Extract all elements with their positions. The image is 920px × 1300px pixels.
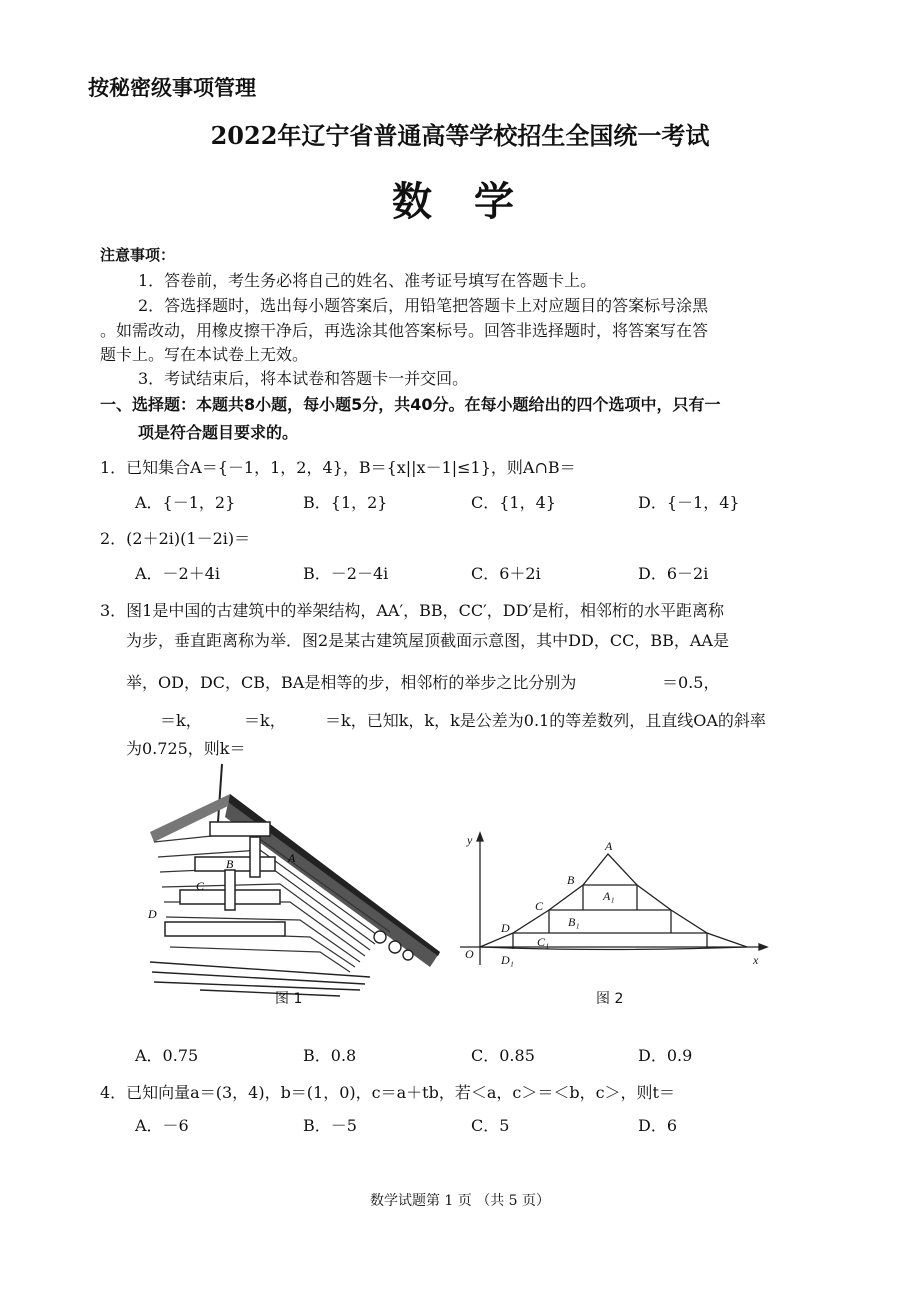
question-3-eq-1: ＝k， — [160, 711, 202, 730]
question-4-option-a: A．－6 — [135, 1116, 189, 1135]
figure-1-label-d: D — [148, 907, 157, 921]
question-3-line-1: 3．图1是中国的古建筑中的举架结构，AA′，BB，CC′，DD′是桁，相邻桁的水平距离称 — [100, 601, 725, 620]
question-3-option-d: D．0.9 — [638, 1046, 693, 1065]
question-3-eq-3: ＝k，已知k，k，k是公差为0.1的等差数列，且直线OA的斜率 — [325, 711, 766, 730]
figure-2-label-a: A — [605, 839, 613, 853]
figure-2-label-a1: A₁ — [603, 889, 615, 903]
figure-2-label-c1: C₁ — [537, 935, 550, 949]
notice-item-2-line-3: 题卡上。写在本试卷上无效。 — [100, 345, 309, 364]
figure-1-label-b: B — [226, 857, 234, 871]
notice-item-2-line-2: 。如需改动，用橡皮擦干净后，再选涂其他答案标号。回答非选择题时，将答案写在答 — [100, 321, 709, 340]
question-2-option-a: A．－2＋4i — [135, 564, 221, 583]
exam-title: 2022年辽宁省普通高等学校招生全国统一考试 — [210, 121, 710, 150]
figure-2-diagram — [455, 830, 775, 980]
question-4-option-b: B．－5 — [303, 1116, 357, 1135]
figure-2-label-b: B — [567, 873, 575, 887]
figure-2-label-y: y — [467, 833, 473, 847]
question-2-option-d: D．6－2i — [638, 564, 709, 583]
figure-2-label-d1: D₁ — [501, 953, 514, 967]
figure-2-label-o: O — [465, 947, 474, 961]
question-3-eq-2: ＝k， — [244, 711, 286, 730]
question-2-option-c: C．6＋2i — [471, 564, 541, 583]
question-1-option-c: C．{1，4} — [471, 493, 556, 512]
figure-2-label-d: D — [501, 921, 510, 935]
notice-item-1: 1．答卷前，考生务必将自己的姓名、准考证号填写在答题卡上。 — [138, 271, 597, 290]
question-1-option-d: D．{－1，4} — [638, 493, 740, 512]
question-3-line-3: 举，OD，DC，CB，BA是相等的步，相邻桁的举步之比分别为 — [126, 673, 577, 692]
question-3-option-c: C．0.85 — [471, 1046, 535, 1065]
figure-1-label-a: A — [288, 851, 296, 865]
question-4-option-c: C．5 — [471, 1116, 510, 1135]
question-1-option-a: A．{－1，2} — [135, 493, 236, 512]
question-4-stem: 4．已知向量a＝(3，4)，b＝(1，0)，c＝a＋tb，若＜a，c＞＝＜b，c＞，则t＝ — [100, 1083, 675, 1102]
section-heading-line-2: 项是符合题目要求的。 — [138, 423, 299, 442]
question-3-ratio-value: ＝0.5， — [662, 673, 720, 692]
notice-title: 注意事项： — [100, 246, 176, 264]
figure-1-roof-illustration — [140, 762, 440, 1012]
subject-title: 数 学 — [392, 179, 528, 225]
classification-label: 按秘密级事项管理 — [88, 76, 256, 100]
question-2-option-b: B．－2－4i — [303, 564, 389, 583]
question-3-line-2: 为步，垂直距离称为举．图2是某古建筑屋顶截面示意图，其中DD，CC，BB，AA是 — [126, 631, 729, 650]
figure-2-label-c: C — [535, 899, 544, 913]
notice-item-3: 3．考试结束后，将本试卷和答题卡一并交回。 — [138, 369, 469, 388]
question-4-option-d: D．6 — [638, 1116, 678, 1135]
question-3-line-5: 为0.725，则k＝ — [126, 739, 246, 758]
figure-1-label-c: C — [196, 879, 205, 893]
question-3-option-b: B．0.8 — [303, 1046, 357, 1065]
question-1-stem: 1．已知集合A＝{－1，1，2，4}，B＝{x||x－1|≤1}，则A∩B＝ — [100, 458, 576, 477]
question-2-stem: 2．(2＋2i)(1－2i)＝ — [100, 529, 251, 548]
figure-2-caption: 图 2 — [596, 991, 624, 1007]
figure-2-label-x: x — [753, 953, 759, 967]
figure-1-caption: 图 1 — [275, 991, 303, 1007]
question-1-option-b: B．{1，2} — [303, 493, 388, 512]
page-footer: 数学试题第 1 页 （共 5 页） — [369, 1193, 551, 1209]
question-3-option-a: A．0.75 — [135, 1046, 199, 1065]
section-heading-line-1: 一、选择题：本题共8小题，每小题5分，共40分。在每小题给出的四个选项中，只有一 — [100, 395, 721, 414]
figure-2-label-b1: B₁ — [568, 915, 580, 929]
notice-item-2-line-1: 2．答选择题时，选出每小题答案后，用铅笔把答题卡上对应题目的答案标号涂黑 — [138, 296, 709, 315]
